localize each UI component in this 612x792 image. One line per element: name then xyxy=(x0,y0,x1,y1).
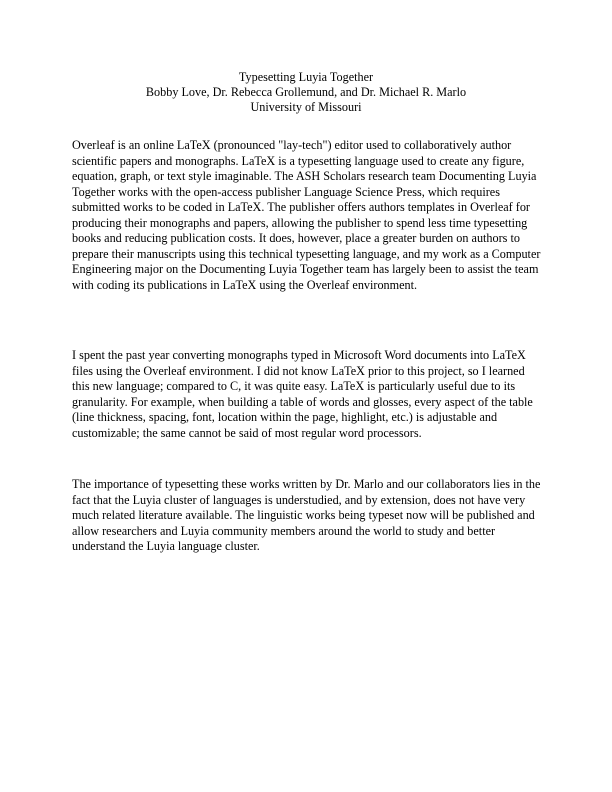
body-paragraph: The importance of typesetting these works written by Dr. Marlo and our collaborators lies in the fact that the Luyia cluster of languages is understudied, and by extension, does not have very much related literature available. The linguistic works being typeset now will be published and allow researchers and Luyia community members around the world to study and better understand the Luyia language cluster. xyxy=(72,477,541,553)
body-paragraph: I spent the past year converting monographs typed in Microsoft Word documents into LaTeX files using the Overleaf environment. I did not know LaTeX prior to this project, so I learned this new language; compared to C, it was quite easy. LaTeX is particularly useful due to its granularity. For example, when building a table of words and glosses, every aspect of the table (line thickness, spacing, font, location within the page, highlight, etc.) is adjustable and customizable; the same cannot be said of most regular word processors. xyxy=(72,348,533,440)
body-paragraph: Overleaf is an online LaTeX (pronounced "lay-tech") editor used to collaboratively author scientific papers and monographs. LaTeX is a typesetting language used to create any figure, equation, graph, or text style imaginable. The ASH Scholars research team Documenting Luyia Together works with the open-access publisher Language Science Press, which requires submitted works to be coded in LaTeX. The publisher offers authors templates in Overleaf for producing their monographs and papers, allowing the publisher to spend less time typesetting books and reducing publication costs. It does, however, place a greater burden on authors to prepare their manuscripts using this technical typesetting language, and my work as a Computer Engineering major on the Documenting Luyia Together team has largely been to assist the team with coding its publications in LaTeX using the Overleaf environment. xyxy=(72,138,541,292)
document-affiliation: University of Missouri xyxy=(250,100,362,114)
document-authors: Bobby Love, Dr. Rebecca Grollemund, and Dr. Michael R. Marlo xyxy=(145,85,467,99)
document-title: Typesetting Luyia Together xyxy=(238,70,374,84)
document-header xyxy=(0,70,612,115)
